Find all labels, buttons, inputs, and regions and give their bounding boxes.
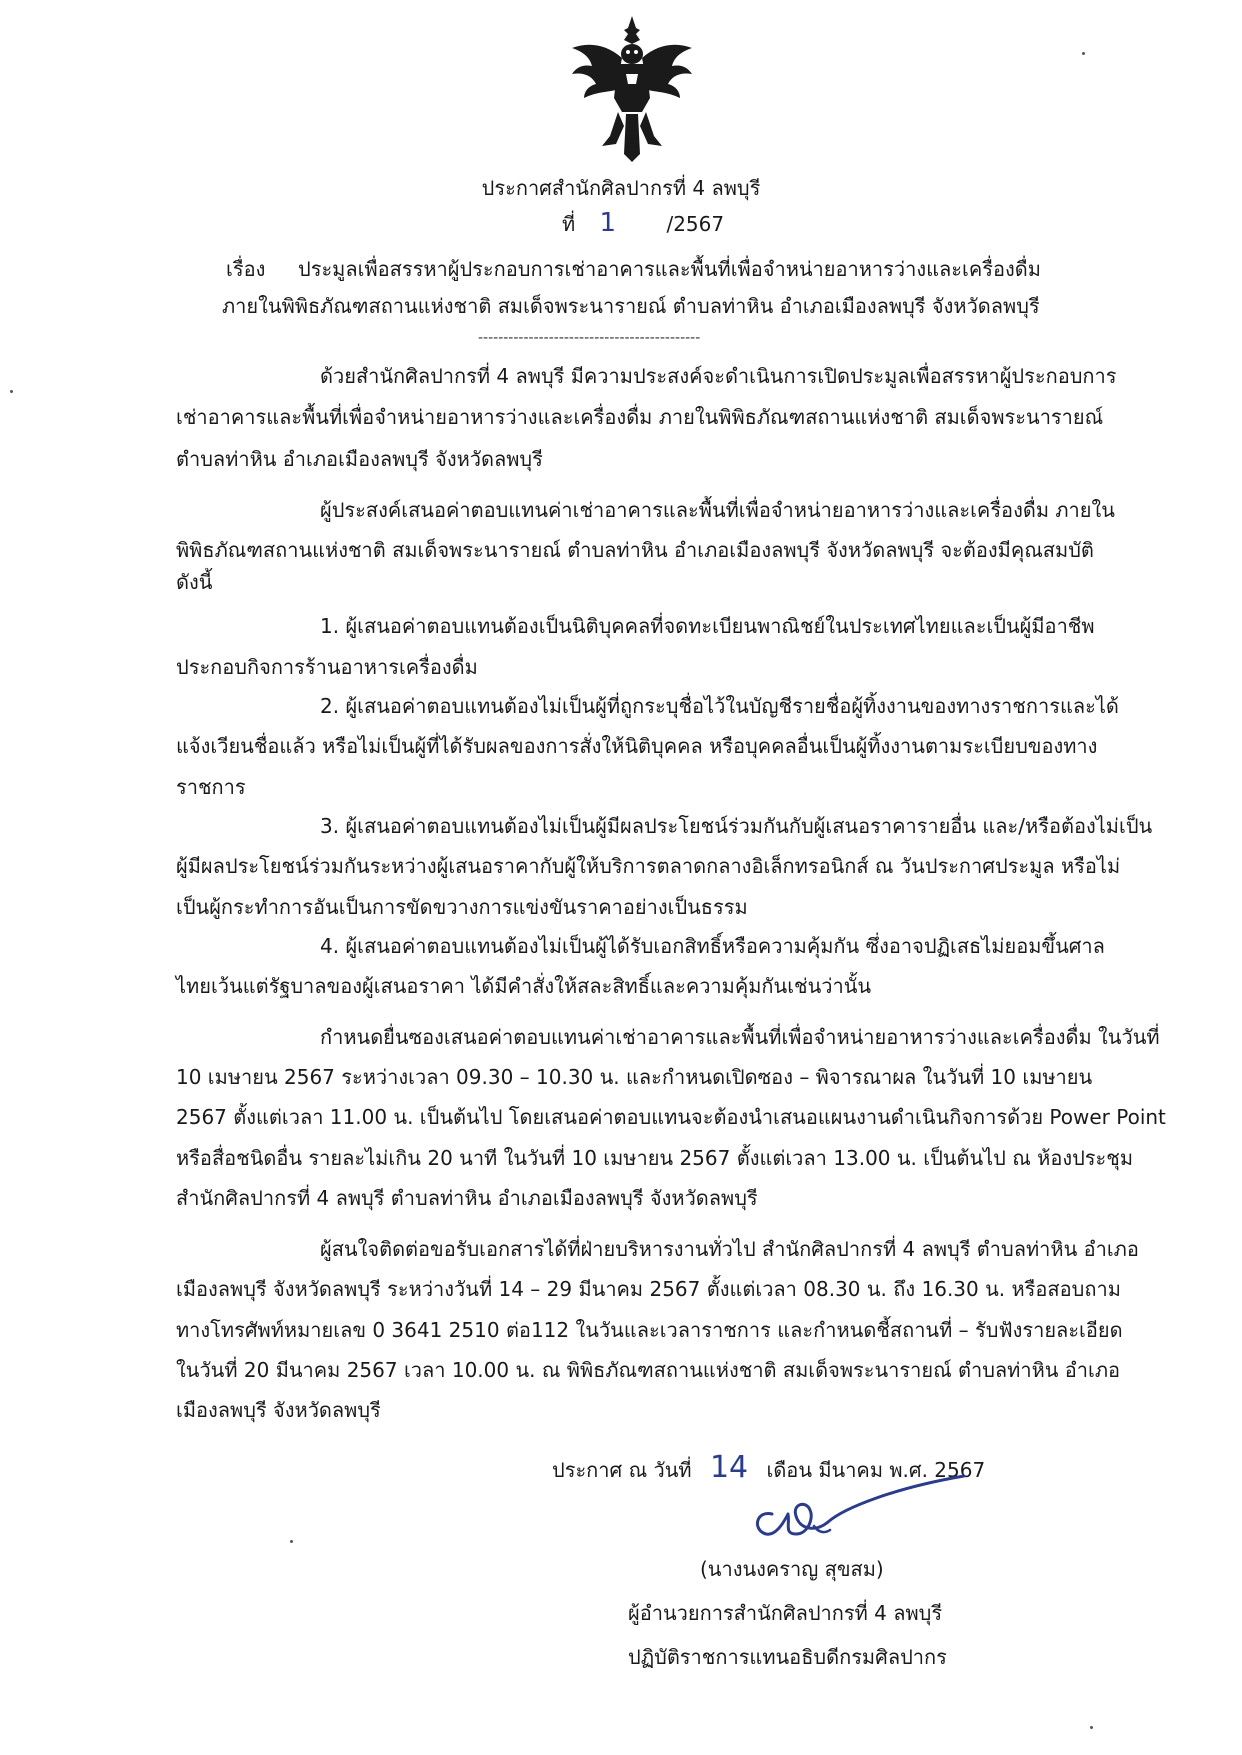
- signatory-title-2: ปฏิบัติราชการแทนอธิบดีกรมศิลปากร: [628, 1645, 947, 1669]
- scan-speck: [290, 1540, 293, 1543]
- number-handwritten: 1: [599, 208, 617, 238]
- item-4-line-2: ไทยเว้นแต่รัฐบาลของผู้เสนอราคา ได้มีคำสั่งให้สละสิทธิ์และความคุ้มกันเช่นว่านั้น: [176, 974, 872, 998]
- paragraph-1-line-1: ด้วยสำนักศิลปากรที่ 4 ลพบุรี มีความประสงค์จะดำเนินการเปิดประมูลเพื่อสรรหาผู้ประกอบการ: [320, 364, 1117, 388]
- item-3-line-1: 3. ผู้เสนอค่าตอบแทนต้องไม่เป็นผู้มีผลประโยชน์ร่วมกันกับผู้เสนอราคารายอื่น และ/หรือต้องไม่เป็น: [320, 814, 1153, 838]
- number-prefix: ที่: [562, 212, 576, 236]
- scan-speck: [1082, 52, 1085, 55]
- signatory-name: (นางนงคราญ สุขสม): [700, 1557, 884, 1581]
- paragraph-3-line-4: หรือสื่อชนิดอื่น รายละไม่เกิน 20 นาที ในวันที่ 10 เมษายน 2567 ตั้งแต่เวลา 13.00 น. เป็นต้นไป ณ ห้องประชุม: [176, 1146, 1134, 1170]
- paragraph-4-line-4: ในวันที่ 20 มีนาคม 2567 เวลา 10.00 น. ณ พิพิธภัณฑสถานแห่งชาติ สมเด็จพระนารายณ์ ตำบลท่าหิน อำเภอ: [176, 1358, 1121, 1382]
- paragraph-1-line-3: ตำบลท่าหิน อำเภอเมืองลพบุรี จังหวัดลพบุรี: [176, 447, 543, 471]
- paragraph-1-line-2: เช่าอาคารและพื้นที่เพื่อจำหน่ายอาหารว่างและเครื่องดื่ม ภายในพิพิธภัณฑสถานแห่งชาติ สมเด็จพระนารายณ์: [176, 405, 1104, 429]
- item-3-line-3: เป็นผู้กระทำการอันเป็นการขัดขวางการแข่งขันราคาอย่างเป็นธรรม: [176, 895, 748, 919]
- paragraph-2-line-1: ผู้ประสงค์เสนอค่าตอบแทนค่าเช่าอาคารและพื้นที่เพื่อจำหน่ายอาหารว่างและเครื่องดื่ม ภายใน: [320, 498, 1115, 522]
- date-suffix: เดือน มีนาคม พ.ศ. 2567: [766, 1458, 986, 1482]
- separator-line: --------------------------------------------: [478, 330, 701, 346]
- scan-speck: [10, 390, 13, 393]
- subject-line-1: ประมูลเพื่อสรรหาผู้ประกอบการเช่าอาคารและพื้นที่เพื่อจำหน่ายอาหารว่างและเครื่องดื่ม: [298, 257, 1041, 281]
- scan-speck: [1090, 1726, 1093, 1729]
- paragraph-4-line-2: เมืองลพบุรี จังหวัดลพบุรี ระหว่างวันที่ 14 – 29 มีนาคม 2567 ตั้งแต่เวลา 08.30 น. ถึง 16.30 น. หรือสอบถาม: [176, 1277, 1121, 1301]
- date-day-handwritten: 14: [709, 1450, 749, 1485]
- date-prefix: ประกาศ ณ วันที่: [552, 1458, 692, 1482]
- garuda-emblem-icon: [566, 14, 698, 164]
- item-1-line-1: 1. ผู้เสนอค่าตอบแทนต้องเป็นนิติบุคคลที่จดทะเบียนพาณิชย์ในประเทศไทยและเป็นผู้มีอาชีพ: [320, 614, 1095, 638]
- paragraph-2-line-2: พิพิธภัณฑสถานแห่งชาติ สมเด็จพระนารายณ์ ตำบลท่าหิน อำเภอเมืองลพบุรี จังหวัดลพบุรี จะต้องมีคุณสมบัติ: [176, 538, 1094, 562]
- item-3-line-2: ผู้มีผลประโยชน์ร่วมกันระหว่างผู้เสนอราคากับผู้ให้บริการตลาดกลางอิเล็กทรอนิกส์ ณ วันประกาศประมูล หรือไม่: [176, 854, 1121, 878]
- document-title: ประกาศสำนักศิลปากรที่ 4 ลพบุรี: [481, 176, 761, 200]
- number-suffix: /2567: [666, 212, 725, 236]
- item-2-line-1: 2. ผู้เสนอค่าตอบแทนต้องไม่เป็นผู้ที่ถูกระบุชื่อไว้ในบัญชีรายชื่อผู้ทิ้งงานของทางราชการและได้: [320, 694, 1119, 718]
- subject-label: เรื่อง: [226, 257, 266, 281]
- paragraph-4-line-1: ผู้สนใจติดต่อขอรับเอกสารได้ที่ฝ่ายบริหารงานทั่วไป สำนักศิลปากรที่ 4 ลพบุรี ตำบลท่าหิน อำเภอ: [320, 1237, 1139, 1261]
- paragraph-4-line-3: ทางโทรศัพท์หมายเลข 0 3641 2510 ต่อ112 ในวันและเวลาราชการ และกำหนดชี้สถานที่ – รับฟังรายละเอียด: [176, 1318, 1123, 1342]
- document-number: [562, 208, 724, 240]
- paragraph-3-line-3: 2567 ตั้งแต่เวลา 11.00 น. เป็นต้นไป โดยเสนอค่าตอบแทนจะต้องนำเสนอแผนงานดำเนินกิจการด้วย Power Point: [176, 1105, 1166, 1129]
- item-4-line-1: 4. ผู้เสนอค่าตอบแทนต้องไม่เป็นผู้ได้รับเอกสิทธิ์หรือความคุ้มกัน ซึ่งอาจปฏิเสธไม่ยอมขึ้นศาล: [320, 934, 1105, 958]
- paragraph-3-line-2: 10 เมษายน 2567 ระหว่างเวลา 09.30 – 10.30 น. และกำหนดเปิดซอง – พิจารณาผล ในวันที่ 10 เมษายน: [176, 1065, 1093, 1089]
- item-2-line-2: แจ้งเวียนชื่อแล้ว หรือไม่เป็นผู้ที่ได้รับผลของการสั่งให้นิติบุคคล หรือบุคคลอื่นเป็นผู้ทิ้งงานตามระเบียบของทาง: [176, 734, 1098, 758]
- paragraph-2-line-3: ดังนี้: [176, 570, 213, 594]
- paragraph-3-line-1: กำหนดยื่นซองเสนอค่าตอบแทนค่าเช่าอาคารและพื้นที่เพื่อจำหน่ายอาหารว่างและเครื่องดื่ม ในวันที่: [320, 1025, 1160, 1049]
- signature-icon: [744, 1470, 974, 1550]
- signatory-title-1: ผู้อำนวยการสำนักศิลปากรที่ 4 ลพบุรี: [628, 1601, 943, 1625]
- paragraph-4-line-5: เมืองลพบุรี จังหวัดลพบุรี: [176, 1398, 381, 1422]
- item-2-line-3: ราชการ: [176, 775, 246, 799]
- item-1-line-2: ประกอบกิจการร้านอาหารเครื่องดื่ม: [176, 655, 478, 679]
- subject-line-2: ภายในพิพิธภัณฑสถานแห่งชาติ สมเด็จพระนารายณ์ ตำบลท่าหิน อำเภอเมืองลพบุรี จังหวัดลพบุรี: [222, 294, 1040, 318]
- paragraph-3-line-5: สำนักศิลปากรที่ 4 ลพบุรี ตำบลท่าหิน อำเภอเมืองลพบุรี จังหวัดลพบุรี: [176, 1186, 758, 1210]
